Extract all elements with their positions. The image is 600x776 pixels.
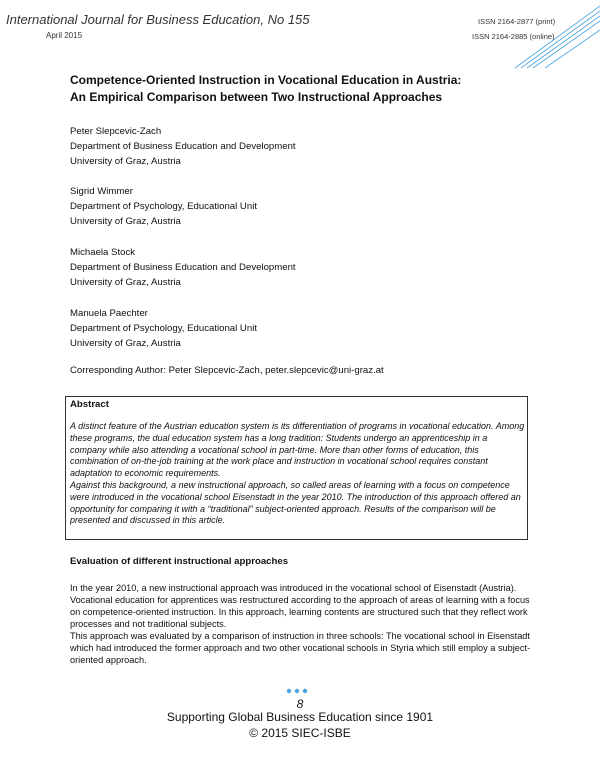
section-heading: Evaluation of different instructional approaches	[70, 556, 289, 567]
author-block	[70, 124, 296, 169]
author-university: University of Graz, Austria	[70, 338, 181, 349]
author-name: Manuela Paechter	[70, 308, 148, 319]
body-paragraph: In the year 2010, a new instructional approach was introduced in the vocational school of Eisenstadt (Austria). Vocational education for apprentices was restructured according to the approach of areas of learning with a focus on competence-oriented instruction. In this approach, learning contents are structured such that they reflect work processes and not traditional subjects.	[70, 583, 530, 629]
author-university: University of Graz, Austria	[70, 156, 181, 167]
footer-tagline: Supporting Global Business Education since 1901	[166, 710, 434, 724]
author-block	[70, 184, 257, 229]
abstract-box	[65, 396, 528, 540]
corner-decoration-lines	[505, 0, 600, 70]
page-number: 8	[296, 697, 304, 711]
journal-title: International Journal for Business Education, No 155	[6, 12, 310, 27]
abstract-paragraph: A distinct feature of the Austrian education system is its differentiation of programs in vocational education. Among these programs, the dual education system has a long tradition: Students undergo an apprenticeship in a company while also attending a vocational school in part-time. More than other forms of education, this combination of on-the-job training at the work place and instruction in vocational school requires constant adaptation to economic requirements.	[70, 421, 525, 479]
author-university: University of Graz, Austria	[70, 216, 181, 227]
abstract-heading: Abstract	[70, 399, 109, 410]
footer-dots-decoration	[286, 688, 314, 694]
title-line-1: Competence-Oriented Instruction in Vocational Education in Austria:	[70, 73, 462, 87]
abstract-text	[70, 421, 526, 527]
author-department: Department of Psychology, Educational Unit	[70, 323, 257, 334]
corresponding-author: Corresponding Author: Peter Slepcevic-Zach, peter.slepcevic@uni-graz.at	[70, 365, 384, 376]
footer-copyright: © 2015 SIEC-ISBE	[249, 726, 351, 740]
author-department: Department of Business Education and Development	[70, 262, 296, 273]
title-line-2: An Empirical Comparison between Two Instructional Approaches	[70, 90, 443, 104]
author-department: Department of Psychology, Educational Unit	[70, 201, 257, 212]
author-block	[70, 245, 296, 290]
body-paragraph: This approach was evaluated by a comparison of instruction in three schools: The vocational school in Eisenstadt which had introduced the former approach and two other vocational schools in Styria which still employ a subject-oriented approach.	[70, 631, 531, 665]
author-name: Peter Slepcevic-Zach	[70, 126, 162, 137]
author-name: Michaela Stock	[70, 247, 136, 258]
author-name: Sigrid Wimmer	[70, 186, 133, 197]
article-title	[70, 72, 550, 106]
author-university: University of Graz, Austria	[70, 277, 181, 288]
abstract-paragraph: Against this background, a new instructional approach, so called areas of learning with a focus on competence were introduced in the vocational school Eisenstadt in the year 2010. The introduction of this approach offered an opportunity for comparing it with a “traditional” subject-oriented approach. Results of the comparison will be presented and discussed in this article.	[70, 479, 521, 526]
author-department: Department of Business Education and Development	[70, 141, 296, 152]
issn-print: ISSN 2164-2877 (print)	[478, 17, 556, 26]
section-body	[70, 582, 540, 666]
author-block	[70, 306, 257, 351]
issue-date: April 2015	[46, 31, 83, 40]
issn-online: ISSN 2164-2885 (online)	[472, 32, 555, 41]
